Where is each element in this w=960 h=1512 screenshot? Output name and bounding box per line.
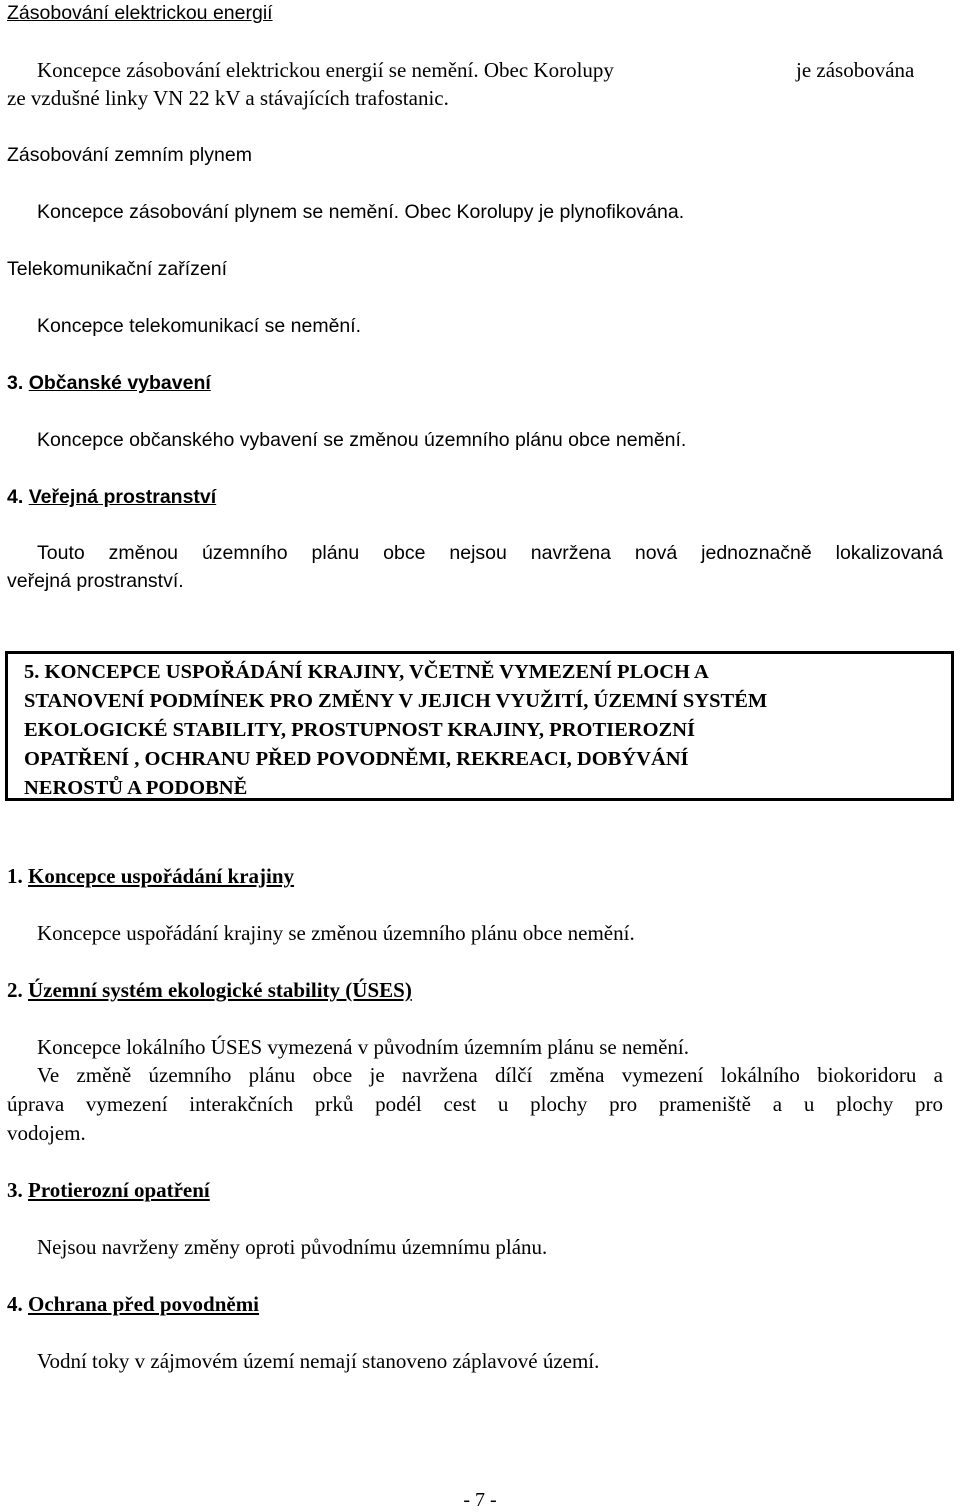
electricity-text-line2: ze vzdušné linky VN 22 kV a stávajících trafostanic.: [7, 86, 449, 110]
flood-number: 4.: [7, 1292, 23, 1316]
uses-heading: [7, 977, 412, 1003]
landscape-text: Koncepce uspořádání krajiny se změnou územního plánu obce nemění.: [37, 921, 635, 945]
electricity-text-line1: Koncepce zásobování elektrickou energií se nemění. Obec Korolupy: [37, 58, 614, 82]
erosion-number: 3.: [7, 1178, 23, 1202]
gas-text: Koncepce zásobování plynem se nemění. Obec Korolupy je plynofikována.: [37, 201, 685, 223]
page-number: - 7 -: [463, 1489, 497, 1511]
uses-text1: Koncepce lokálního ÚSES vymezená v původním územním plánu se nemění.: [37, 1035, 690, 1059]
chapter-5-heading-line5: NEROSTŮ A PODOBNĚ: [24, 777, 248, 799]
uses-paragraph-line1: Ve změně územního plánu obce je navržena dílčí změna vymezení lokálního biokoridoru a: [37, 1063, 943, 1087]
chapter-5-heading-line3: EKOLOGICKÉ STABILITY, PROSTUPNOST KRAJINY, PROTIEROZNÍ: [24, 719, 695, 741]
landscape-title: Koncepce uspořádání krajiny: [28, 864, 295, 888]
civic-text: Koncepce občanského vybavení se změnou územního plánu obce nemění.: [37, 429, 687, 451]
chapter-5-heading-line2: STANOVENÍ PODMÍNEK PRO ZMĚNY V JEJICH VYUŽITÍ, ÚZEMNÍ SYSTÉM: [24, 690, 768, 712]
chapter-5-heading-box: [5, 651, 954, 801]
chapter-5-heading-line4: OPATŘENÍ , OCHRANU PŘED POVODNĚMI, REKREACI, DOBÝVÁNÍ: [24, 748, 689, 770]
civic-number: 3.: [7, 372, 24, 394]
erosion-heading: [7, 1177, 210, 1203]
erosion-title: Protierozní opatření: [28, 1178, 210, 1202]
flood-text: Vodní toky v zájmovém území nemají stanoveno záplavové území.: [37, 1349, 600, 1373]
public-space-text-line2: veřejná prostranství.: [7, 570, 184, 592]
landscape-heading: [7, 863, 294, 889]
erosion-text: Nejsou navrženy změny oproti původnímu územnímu plánu.: [37, 1235, 548, 1259]
public-space-heading: [7, 484, 216, 510]
civic-title: Občanské vybavení: [28, 372, 211, 394]
public-space-number: 4.: [7, 486, 24, 508]
landscape-number: 1.: [7, 864, 23, 888]
uses-title: Územní systém ekologické stability (ÚSES): [28, 978, 412, 1002]
uses-paragraph-line2: úprava vymezení interakčních prků podél cest u plochy pro prameniště a u plochy pro: [7, 1092, 943, 1116]
flood-title: Ochrana před povodněmi: [28, 1292, 260, 1316]
uses-number: 2.: [7, 978, 23, 1002]
telecom-heading: Telekomunikační zařízení: [7, 258, 228, 280]
chapter-5-heading-line1: 5. KONCEPCE USPOŘÁDÁNÍ KRAJINY, VČETNĚ VYMEZENÍ PLOCH A: [24, 661, 709, 683]
electricity-text-line1-end: je zásobována: [796, 58, 915, 82]
gas-heading: Zásobování zemním plynem: [7, 144, 252, 166]
telecom-text: Koncepce telekomunikací se nemění.: [37, 315, 362, 337]
electricity-heading: Zásobování elektrickou energií: [7, 2, 273, 24]
public-space-title: Veřejná prostranství: [28, 486, 217, 508]
uses-paragraph-line3: vodojem.: [7, 1121, 86, 1145]
public-space-text-line1: Touto změnou územního plánu obce nejsou navržena nová jednoznačně lokalizovaná: [37, 542, 943, 564]
flood-heading: [7, 1291, 259, 1317]
civic-heading: [7, 370, 211, 396]
